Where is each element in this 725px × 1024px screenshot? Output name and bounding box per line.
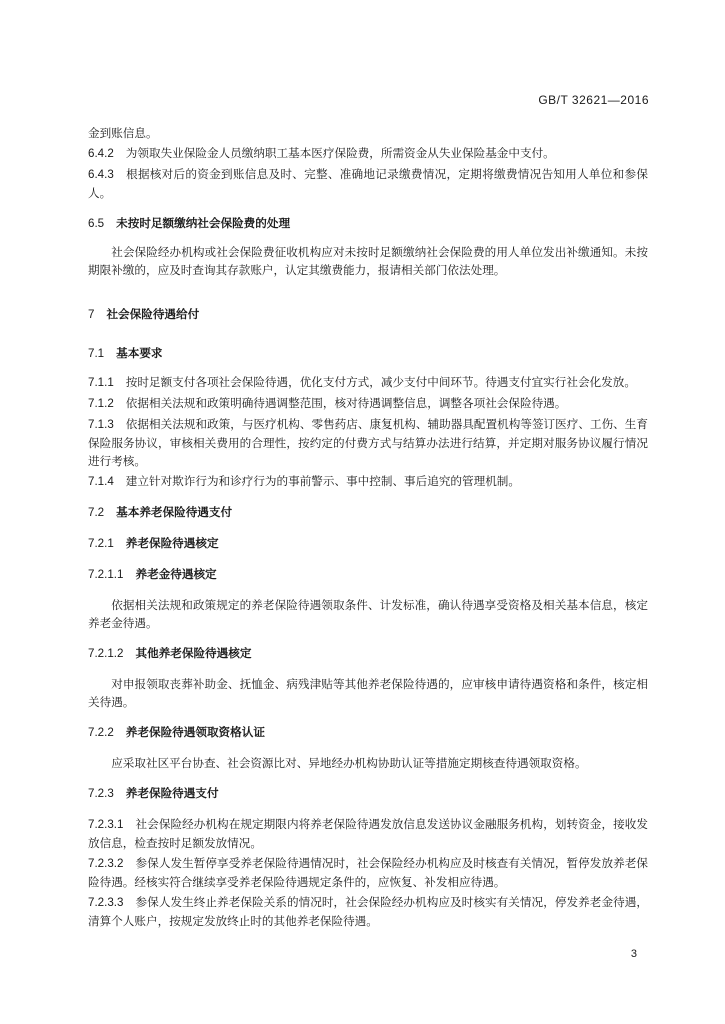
clause-6-4-2: 6.4.2 为领取失业保险金人员缴纳职工基本医疗保险费，所需资金从失业保险基金中支付。 <box>88 146 555 160</box>
heading-7-2-1-2: 7.2.1.2 其他养老保险待遇核定 <box>88 646 252 660</box>
clause-6-4-3: 6.4.3 根据核对后的资金到账信息及时、完整、准确地记录缴费情况，定期将缴费情况告知用人单位和参保人。 <box>88 167 648 200</box>
paragraph-7-2-1-2: 对申报领取丧葬补助金、抚恤金、病残津贴等其他养老保险待遇的，应审核申请待遇资格和条件，核定相关待遇。 <box>88 677 648 709</box>
clause-7-2-3-1: 7.2.3.1 社会保险经办机构在规定期限内将养老保险待遇发放信息发送协议金融服务机构，划转资金，接收发放信息，检查按时足额发放情况。 <box>88 817 648 850</box>
heading-6-5: 6.5 未按时足额缴纳社会保险费的处理 <box>88 216 291 230</box>
paragraph-7-2-1-1: 依据相关法规和政策规定的养老保险待遇领取条件、计发标准，确认待遇享受资格及相关基本信息，核定养老金待遇。 <box>88 598 648 630</box>
clause-7-1-3: 7.1.3 依据相关法规和政策，与医疗机构、零售药店、康复机构、辅助器具配置机构等签订医疗、工伤、生育保险服务协议，审核相关费用的合理性，按约定的付费方式与结算办法进行结算，并定期对服务协议履行情况进行考核。 <box>88 417 648 468</box>
clause-7-1-4: 7.1.4 建立针对欺诈行为和诊疗行为的事前警示、事中控制、事后追究的管理机制。 <box>88 474 520 488</box>
heading-7-2-2: 7.2.2 养老保险待遇领取资格认证 <box>88 725 265 739</box>
heading-7: 7 社会保险待遇给付 <box>88 307 200 321</box>
heading-7-2: 7.2 基本养老保险待遇支付 <box>88 505 233 519</box>
clause-7-2-3-2: 7.2.3.2 参保人发生暂停享受养老保险待遇情况时，社会保险经办机构应及时核查有关情况，暂停发放养老保险待遇。经核实符合继续享受养老保险待遇规定条件的，应恢复、补发相应待遇。 <box>88 856 648 889</box>
heading-7-1: 7.1 基本要求 <box>88 346 163 360</box>
clause-7-1-2: 7.1.2 依据相关法规和政策明确待遇调整范围，核对待遇调整信息，调整各项社会保险待遇。 <box>88 396 567 410</box>
paragraph-7-2-2: 应采取社区平台协查、社会资源比对、异地经办机构协助认证等措施定期核查待遇领取资格。 <box>111 756 587 770</box>
clause-7-1-1: 7.1.1 按时足额支付各项社会保险待遇，优化支付方式，减少支付中间环节。待遇支付宜实行社会化发放。 <box>88 375 636 389</box>
heading-7-2-3: 7.2.3 养老保险待遇支付 <box>88 786 219 800</box>
page-number: 3 <box>630 948 637 960</box>
heading-7-2-1: 7.2.1 养老保险待遇核定 <box>88 536 219 550</box>
document-body <box>88 124 648 930</box>
heading-7-2-1-1: 7.2.1.1 养老金待遇核定 <box>88 567 217 581</box>
clause-7-2-3-3: 7.2.3.3 参保人发生终止养老保险关系的情况时，社会保险经办机构应及时核实有关情况，停发养老金待遇，清算个人账户，按规定发放终止时的其他养老保险待遇。 <box>88 895 648 928</box>
paragraph-continuation: 金到账信息。 <box>88 126 158 140</box>
paragraph-6-5: 社会保险经办机构或社会保险费征收机构应对未按时足额缴纳社会保险费的用人单位发出补缴通知。未按期限补缴的，应及时查询其存款账户，认定其缴费能力，报请相关部门依法处理。 <box>88 245 648 277</box>
standard-code: GB/T 32621—2016 <box>538 93 649 107</box>
